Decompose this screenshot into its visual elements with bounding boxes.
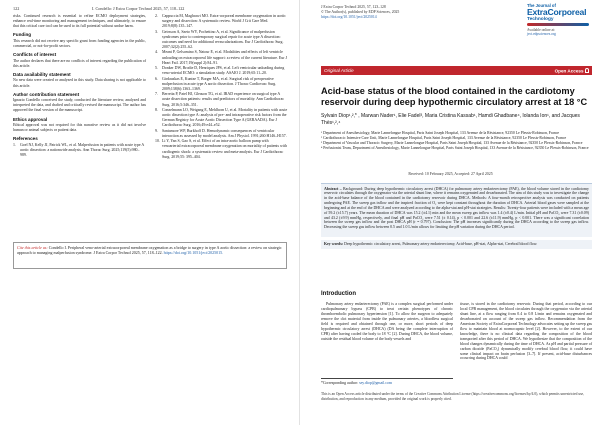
reference-number: 8. [155, 108, 158, 113]
reference-item [155, 66, 288, 76]
reference-item [155, 30, 288, 50]
references-heading: References [13, 136, 38, 142]
reference-text: Berretta P, Patel HJ, Gleason TG, et al. IRAD experience on surgical type A acute dissection patients: results and predictors of mortality. Ann Cardiothorac Surg. 2016;5:346–351. [162, 92, 285, 107]
intro-column-2 [460, 302, 592, 361]
reference-number: 5. [155, 66, 158, 71]
reference-item [155, 108, 288, 128]
open-access-label: Open Access [554, 68, 584, 73]
cite-this-article-box [13, 242, 287, 269]
reference-item [155, 14, 288, 29]
page-number: 122 [13, 6, 20, 11]
reference-number: 4. [155, 50, 158, 55]
logo-line-3: Technology [527, 17, 554, 22]
funding-text: This research did not receive any specific grant from funding agencies in the public, commercial, or not-for-profit sectors. [13, 38, 146, 48]
license-text: This is an Open Access article distributed under the terms of the Creative Commons Attribution License (https://creativecommons.org/licenses/by/4.0), which permits unrestricted use, distribution, and reproduction in any medium, provided the original work is properly cited. [321, 392, 585, 401]
funding-heading: Funding [13, 32, 32, 38]
introduction-heading: Introduction [321, 291, 356, 297]
left-column-2 [155, 14, 288, 160]
journal-logo [527, 4, 591, 37]
logo-swoosh [527, 23, 589, 26]
right-page [301, 0, 600, 425]
abstract-text: Background: During deep hypothermic circulatory arrest (DHCA) for pulmonary artery endarterectomy (PAE), the blood volume stored in the cardiotomy reservoir circulates through the oxygenator via the arterial shunt line, where it remains oxygenated and decarbonated. The aim of this study was to investigate the change in the acid-base balance of the blood contained in the cardiotomy reservoir during DHCA. Methods: A four-month retrospective analysis was conducted on patients undergoing PAE. The sweep gas inflow and the inspired fraction of O₂ were kept constant throughout the duration of DHCA. Arterial blood gases were sampled at the beginning and at the end of the DHCA and were analyzed according to the alpha-stat and pH-stat strategies. Results: Twenty-four patients were included with a mean age of 59.2 (±15.7) years. The mean duration of DHCA was 15.2 (±4.1) min and the mean sweep gas inflow was 1.4 (±0.4) L/min. Initial pH and PaCO₂ were 7.31 (±0.09) and 43.2 (±9.9) mmHg, respectively, and final pH and PaCO₂ were 7.51 (± 0.14), p < 0.001 and 22.6 (±11.9) mmHg, p < 0.001. There was a significant correlation between the sweep gas inflow and the post DHCA pH (r = 0.797). Conclusion: The pH increases significantly during the DHCA according to the sweep gas inflow. Decreasing the sweep gas inflow between 0.5 and 1.0 L/min allows for limiting the pH variation during the DHCA period. [324, 186, 589, 230]
logo-line-1: The Journal of [527, 3, 556, 8]
cite-text: Condello I. Peripheral veno-arterial extracorporeal membrane oxygenation as a bridge to surgery in type A aortic dissection: a review on strategic approach to managing malperfusion syndrome. J Extra Corpor Technol 2025, 57, 118–122. [17, 245, 282, 256]
reference-text: Li Y, Yan S, Gao S, et al. Effect of an intra-aortic balloon pump with venoarterial extracorporeal membrane oxygenation on mortality of patients with cardiogenic shock: a systematic review and meta-analysis. Eur J Cardiothorac Surg. 2019;55: 395–404. [162, 139, 287, 159]
reference-number: 7. [155, 92, 158, 97]
keywords-label: Key words: [324, 242, 344, 246]
affiliation-item: ¹ Department of Anesthesiology, Marie Lannelongue Hospital, Paris Saint Joseph Hospital, 133 Avenue de la Résistance, 92350 Le Plessis-Robinson, France [321, 131, 560, 135]
reference-item [155, 50, 288, 65]
author-contribution-heading: Author contribution statement [13, 91, 80, 97]
reference-text: Donker DW, Brodie D, Henriques JPS, et al. Left ventricular unloading during veno-arterial ECMO: a simulation study. ASAIO J. 2019;65:11–20. [162, 66, 285, 76]
reference-number: 2. [155, 14, 158, 18]
journal-copyright: © The Author(s), published by EDP Sciences, 2025 [321, 10, 400, 14]
corresponding-author-footnote [321, 378, 453, 386]
closing-paragraph: risks. Continued research is essential to refine ECMO deployment strategies, enhance real-time monitoring and management techniques, and ultimately, to ensure that this critical care tool can be used to its full potential without undue harm. [13, 14, 146, 29]
keywords-box [321, 240, 592, 249]
reference-text: Santamore WP, Burkhoff D. Hemodynamic consequences of ventricular interaction as assessed by model analysis. Am J Physiol. 1991;260:H146–H157. [162, 128, 287, 138]
reference-number: 10. [155, 139, 160, 144]
intro-paragraph: tissue, is stored in the cardiotomy reservoir. During that period, according to our local CPB management, the blood circulates through the oxygenator via the arterial shunt line, at a flow ranging from 0.4 to 0.8 L/min and remains oxygenated and decarbonated on account of the sweep gas inflow. Recommendation from the American Society of ExtraCorporeal Technology advocates setting up the sweep gas flow to maintain blood at normocapnic level [2]. However, to the extent of our knowledge, there is no clinical data regarding the composition of the blood transported after this period of DHCA. We hypothesize that the composition of the blood changes dynamically during the time of DHCA. As pH and partial pressure of carbon dioxide (PaCO₂) dynamically modify cerebral blood flow, it could have some clinical impact on brain perfusion [3–7]. If present, acid-base disturbances occurring during DHCA could [460, 302, 592, 361]
affiliation-item: ³ Department of Vascular and Thoracic Surgery, Marie Lannelongue Hospital, Paris Saint Joseph Hospital, 133 Avenue de la Résistance, 92350 Le Plessis-Robinson, France [321, 140, 583, 145]
reference-number: 9. [155, 128, 158, 133]
reference-number: 3. [155, 29, 158, 34]
open-lock-icon [585, 68, 589, 73]
ethics-text: Ethical approval was not required for this narrative review as it did not involve human or animal subjects or patient data. [13, 123, 146, 133]
article-type-bar [321, 66, 592, 75]
left-column-1 [13, 14, 146, 159]
author-email-link[interactable]: sey.diop@gmail.com [359, 381, 392, 385]
reference-number: 1. [13, 142, 16, 147]
reference-text: Goel NJ, Kelly JJ, Patrick WL, et al. Malperfusion in patients with acute type A aortic dissection: a nationwide analysis. Ann Thorac Surg. 2025;119(5):980–989. [20, 142, 144, 158]
available-online-label: Available online at: [527, 28, 556, 32]
coi-text: The author declares that there are no conflicts of interest regarding the publication of this article. [13, 58, 146, 68]
footnote-label: *Corresponding author: [321, 381, 359, 385]
journal-site-link[interactable]: ject.edpsciences.org [527, 32, 556, 37]
reference-item [155, 129, 288, 139]
ethics-heading: Ethics approval [13, 116, 48, 122]
data-availability-text: No new data were created or analyzed in this study. Data sharing is not applicable to this article. [13, 78, 146, 88]
data-availability-heading: Data availability statement [13, 71, 71, 77]
affiliations [321, 131, 592, 151]
reference-number: 6. [155, 76, 158, 81]
cite-doi-link[interactable]: https://doi.org/10.1051/ject/2025015. [163, 250, 224, 256]
reference-text: Geirsson A, Szeto WY, Pochettino A, et al. Significance of malperfusion syndromes prior to contemporary surgical repair for acute type A dissection: outcomes and need for additional revascularizations. Eur J Cardiothorac Surg. 2007;32(2):255–62. [162, 29, 284, 49]
journal-info [321, 5, 399, 20]
affiliation-item: ² Cardiothoracic Intensive Care Unit, Marie Lannelongue Hospital, Paris Saint Joseph Hospital, 133 Avenue de la Résistance, 92350 Le Plessis-Robinson, France [321, 135, 567, 140]
reference-item [155, 92, 288, 107]
author-contribution-text: Ignazio Condello conceived the study, conducted the literature review, analyzed and interpreted the data, and drafted and critically revised the manuscript. The author has approved the final version of the manuscript. [13, 98, 146, 113]
reference-item [155, 139, 288, 159]
reference-text: Meani P, Gelsomino S, Natour E, et al. Modalities and effects of left ventricle unloading on extracorporeal life support: a review of the current literature. Eur J Heart Fail. 2017;19(suppl 2):84–91. [162, 50, 287, 65]
reference-text: Cappuccia M, Maghrawi MO. Extra-corporeal membrane oxygenation in aortic surgery and dissection: A systematic review. World J Crit Care Med. 2019;8(8):135–147. [162, 14, 286, 29]
logo-line-2: ExtraCorporeal [527, 7, 587, 18]
article-type-label: Original Article [324, 67, 354, 73]
reference-text: Conzelmann LO, Weigang E, Mehlhorn U, et al. Mortality in patients with acute aortic dissection type A: analysis of pre- and intraoperative risk factors from the German Registry for Acute Aortic Dissection Type A (GERAADA). Eur J Cardiothorac Surg. 2016;49:e44–e52. [162, 108, 288, 128]
abstract-label: Abstract – [324, 186, 342, 191]
open-access-badge [555, 68, 589, 74]
reference-item [13, 143, 146, 158]
keywords-text: Deep hypothermic circulatory arrest, Pulmonary artery endarterectomy, Acid-base, pH-stat, Alpha-stat, Cerebral blood flow. [344, 242, 538, 246]
author-list: Sylvain Diop¹,²,* , Marwan Nader¹, Elie Fadel³, Maria Cristina Kassab¹, Hamdi Ghadbane⁴, Iolanda Ion¹, and Jacques Thès¹,²,⁴ [321, 113, 580, 126]
cite-label: Cite this article as: [17, 245, 48, 250]
abstract-box [321, 183, 592, 237]
reference-text: Girdauskas E, Kuntze T, Borger MA, et al. Surgical risk of preoperative malperfusion in acute type A aortic dissection. J Thorac Cardiovasc Surg. 2009;138(6):1363–1369. [162, 76, 277, 91]
affiliation-item: ⁴ Perfusionist Team, Department of Anesthesiology, Marie Lannelongue Hospital, Paris Saint Joseph Hospital, 133 Avenue de la Résistance, 92350 Le Plessis-Robinson, France [321, 145, 589, 150]
reference-item [155, 77, 288, 92]
journal-citation: J Extra Corpor Technol 2025, 57, 123–128 [321, 5, 386, 9]
received-accepted-dates: Received: 10 February 2025, Accepted: 27 April 2025 [408, 172, 493, 176]
article-title: Acid-base status of the blood contained in the cardiotomy reservoir during deep hypothermic circulatory arrest at 18 °C [321, 86, 588, 108]
intro-column-1 [321, 302, 453, 342]
coi-heading: Conflicts of interest [13, 52, 57, 58]
running-head: I. Condello: J Extra Corpor Technol 2025, 57, 118–122 [92, 6, 185, 11]
intro-paragraph: Pulmonary artery endarterectomy (PAE) is a complex surgical performed under cardiopulmonary bypass (CPB) to treat certain phenotypes of chronic thromboembolic pulmonary hypertension [1]. To allow the surgeon to adequately remove the clot material from inside the pulmonary arteries, a bloodless surgical field is required and obtained through one, or more, short periods of deep hypothermic circulatory arrest (DHCA) (DA being the complete interruption of CPB) after having cooled the body to 18 °C [2]. During DHCA, the blood volume, outside the residual blood volume of the body vessels and [321, 302, 453, 341]
journal-doi[interactable]: https://doi.org/10.1051/ject/2025014 [321, 15, 377, 19]
